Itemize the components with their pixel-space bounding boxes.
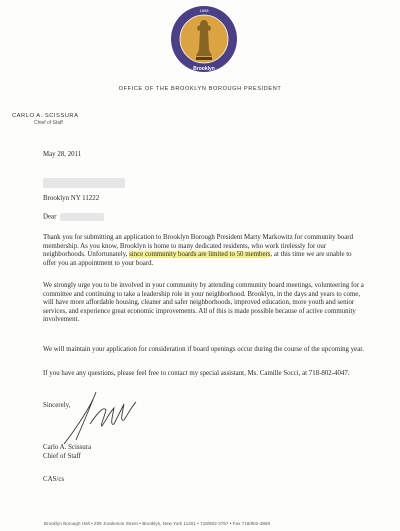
- paragraph-3: We will maintain your application for consideration if board openings occur during the course of the upcoming year.: [43, 346, 364, 353]
- signature-title: Chief of Staff: [43, 453, 81, 460]
- office-heading: OFFICE OF THE BROOKLYN BOROUGH PRESIDENT: [118, 86, 282, 92]
- paragraph-1-text-a: Thank you for submitting an application to Brooklyn Borough President Marty Markowitz for community board membership. As you know, Brooklyn is home to many dedicated residents, who work tirelessly for our neighborhoods. Unfortunately,: [43, 234, 354, 259]
- initials: CAS/cs: [43, 476, 65, 483]
- salutation: Dear: [43, 213, 57, 221]
- paragraph-4: If you have any questions, please feel free to contact my special assistant, Ms. Camille Socci, at 718-802-4047.: [43, 370, 350, 377]
- svg-text:Brooklyn: Brooklyn: [193, 66, 215, 72]
- borough-seal-logo: [170, 2, 238, 76]
- salutation-line: [43, 213, 365, 222]
- sender-name: CARLO A. SCISSURA: [12, 113, 79, 119]
- highlighted-phrase: since community boards are limited to 50 members: [129, 251, 271, 259]
- paragraph-1: [43, 234, 365, 268]
- recipient-name-redacted: [43, 178, 365, 192]
- sender-title: Chief of Staff: [34, 120, 63, 126]
- handwritten-signature: [44, 386, 154, 448]
- signature-name: Carlo A. Scissura: [43, 444, 92, 451]
- footer-address: Brooklyn Borough Hall • 209 Joralemon Street • Brooklyn, New York 11201 • 718/802-3757 • Fax 718/802-3959: [44, 521, 270, 526]
- letter-date: May 28, 2011: [43, 151, 82, 158]
- paragraph-2: We strongly urge you to be involved in your community by attending community board meetings, volunteering for a committee and continuing to take a leadership role in your neighborhood. Brooklyn, in the days and years to come, will have more affordable housing, cleaner and safer neighborhoods, improved education, more youth and senior services, and experience great economic improvements. All of this is made possible because of active community involvement.: [43, 282, 364, 324]
- sender-block: [12, 113, 79, 126]
- svg-text:1898: 1898: [199, 8, 209, 13]
- recipient-address: Brooklyn NY 11222: [43, 195, 100, 202]
- closing: Sincerely,: [43, 402, 71, 409]
- paragraph-1-text-b: , at this time we are unable to offer you an appointment to your board.: [43, 251, 352, 267]
